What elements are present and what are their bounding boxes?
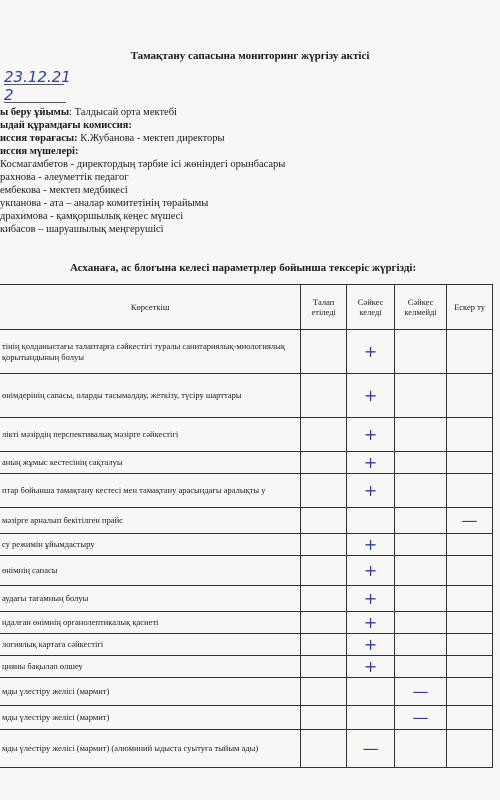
table-row [0,508,493,534]
table-row [0,612,493,634]
info-line-value: рахнова - әлеуметтік педагог [0,172,129,183]
indicator-cell: су режимін ұйымдастыру [0,534,301,556]
header-complies: Сәйкес келеді [347,285,395,330]
complies-cell [347,678,395,706]
info-line-label: иссия мүшелері: [0,146,79,157]
not-complies-cell [395,474,447,508]
info-line [0,106,177,119]
handwritten-date: 23.12.21 [4,68,71,86]
not-complies-cell [395,586,447,612]
required-cell [301,330,347,374]
header-note: Ескер ту [447,285,493,330]
not-complies-cell [395,418,447,452]
header-indicator: Көрсеткіш [0,285,301,330]
note-cell [447,418,493,452]
table-row [0,678,493,706]
table-row [0,706,493,730]
note-cell [447,678,493,706]
indicator-cell: аның жұмыс кестесінің сақталуы [0,452,301,474]
info-line [0,145,78,158]
info-line [0,171,129,184]
not-complies-cell [395,612,447,634]
complies-cell: + [347,612,395,634]
table-row [0,534,493,556]
info-line-value: кибасов – шаруашылық меңгерушісі [0,224,164,235]
not-complies-cell [395,634,447,656]
note-cell [447,474,493,508]
table-row [0,474,493,508]
document-title: Тамақтану сапасына мониторинг жүргізу актісі [130,50,370,62]
table-row [0,656,493,678]
info-line-value: драхимова - қамқоршылық кеңес мүшесі [0,211,184,222]
info-line [0,158,285,171]
header-required: Талап етіледі [301,285,347,330]
indicator-cell: мды үлестіру желісі (мармит) [0,706,301,730]
info-line [0,132,225,145]
indicator-cell: птар бойынша тамақтану кестесі мен тамақтану арасындағы аралықты у [0,474,301,508]
header-not-complies: Сәйкес келмейді [395,285,447,330]
info-line [0,184,128,197]
required-cell [301,586,347,612]
note-cell [447,330,493,374]
complies-cell: + [347,656,395,678]
note-cell [447,534,493,556]
required-cell [301,508,347,534]
indicator-cell: цияны бақылап өлшеу [0,656,301,678]
indicator-cell: мды үлестіру желісі (мармит) [0,678,301,706]
info-line-label: ыдай құрамдағы комиссия: [0,120,132,131]
not-complies-cell [395,656,447,678]
indicator-cell: өнімдерінің сапасы, оларды тасымалдау, жеткізу, түсіру шарттары [0,374,301,418]
required-cell [301,418,347,452]
table-row [0,556,493,586]
not-complies-cell [395,508,447,534]
complies-cell: + [347,452,395,474]
required-cell [301,706,347,730]
not-complies-cell: — [395,678,447,706]
not-complies-cell [395,452,447,474]
indicator-cell: логиялық картаға сәйкестігі [0,634,301,656]
table-row [0,586,493,612]
table-row [0,418,493,452]
required-cell [301,474,347,508]
complies-cell: + [347,374,395,418]
complies-cell: — [347,730,395,768]
note-cell [447,656,493,678]
complies-cell: + [347,556,395,586]
required-cell [301,730,347,768]
required-cell [301,634,347,656]
required-cell [301,374,347,418]
info-line-value: укпанова - ата – аналар комитетінің төрайымы [0,198,209,209]
complies-cell: + [347,418,395,452]
complies-cell: + [347,534,395,556]
not-complies-cell [395,730,447,768]
info-line-value: : Талдысай орта мектебі [69,107,177,118]
complies-cell: + [347,330,395,374]
required-cell [301,656,347,678]
note-cell [447,556,493,586]
table-header-row [0,285,493,330]
info-line-value: Космагамбетов - директордың тәрбие ісі жөніндегі орынбасары [0,159,286,170]
note-cell [447,730,493,768]
info-line-value: ембекова - мектеп медбикесі [0,185,128,196]
required-cell [301,534,347,556]
not-complies-cell [395,330,447,374]
indicator-cell: ндалған өнімнің органолептикалық қасиеті [0,612,301,634]
table-row [0,374,493,418]
not-complies-cell: — [395,706,447,730]
required-cell [301,612,347,634]
required-cell [301,678,347,706]
indicator-cell: өнімнің сапасы [0,556,301,586]
complies-cell: + [347,586,395,612]
indicator-cell: тінің қолданыстағы талаптарға сәйкестігі туралы санитариялық-миологиялық қорытындының болуы [0,330,301,374]
complies-cell [347,706,395,730]
table-row [0,634,493,656]
info-line [0,119,132,132]
not-complies-cell [395,374,447,418]
info-line [0,197,208,210]
section-subtitle: Асханаға, ас блогына келесі параметрлер бойынша тексеріс жүргізді: [70,262,417,274]
table-row [0,330,493,374]
info-line [0,210,183,223]
indicator-cell: мәзірге арналып бекітілген прайс [0,508,301,534]
table-row [0,730,493,768]
note-cell [447,706,493,730]
indicator-cell: лікті мәзірдің перспективалық мәзірге сәйкестігі [0,418,301,452]
required-cell [301,556,347,586]
info-line-value: К.Жубанова - мектеп директоры [77,133,225,144]
complies-cell: + [347,474,395,508]
info-line-label: ы беру ұйымы [0,107,70,118]
note-cell: — [447,508,493,534]
note-cell [447,634,493,656]
info-line [0,223,164,236]
info-line-label: иссия төрағасы: [0,133,78,144]
note-cell [447,452,493,474]
note-cell [447,586,493,612]
indicator-cell: мды үлестіру желісі (мармит) (алюминий ыдыста суытуға тыйым ады) [0,730,301,768]
inspection-table [0,284,493,768]
note-cell [447,612,493,634]
not-complies-cell [395,556,447,586]
note-cell [447,374,493,418]
required-cell [301,452,347,474]
handwritten-number: 2 [4,88,66,103]
not-complies-cell [395,534,447,556]
indicator-cell: аудағы тағамның болуы [0,586,301,612]
complies-cell [347,508,395,534]
table-row [0,452,493,474]
complies-cell: + [347,634,395,656]
